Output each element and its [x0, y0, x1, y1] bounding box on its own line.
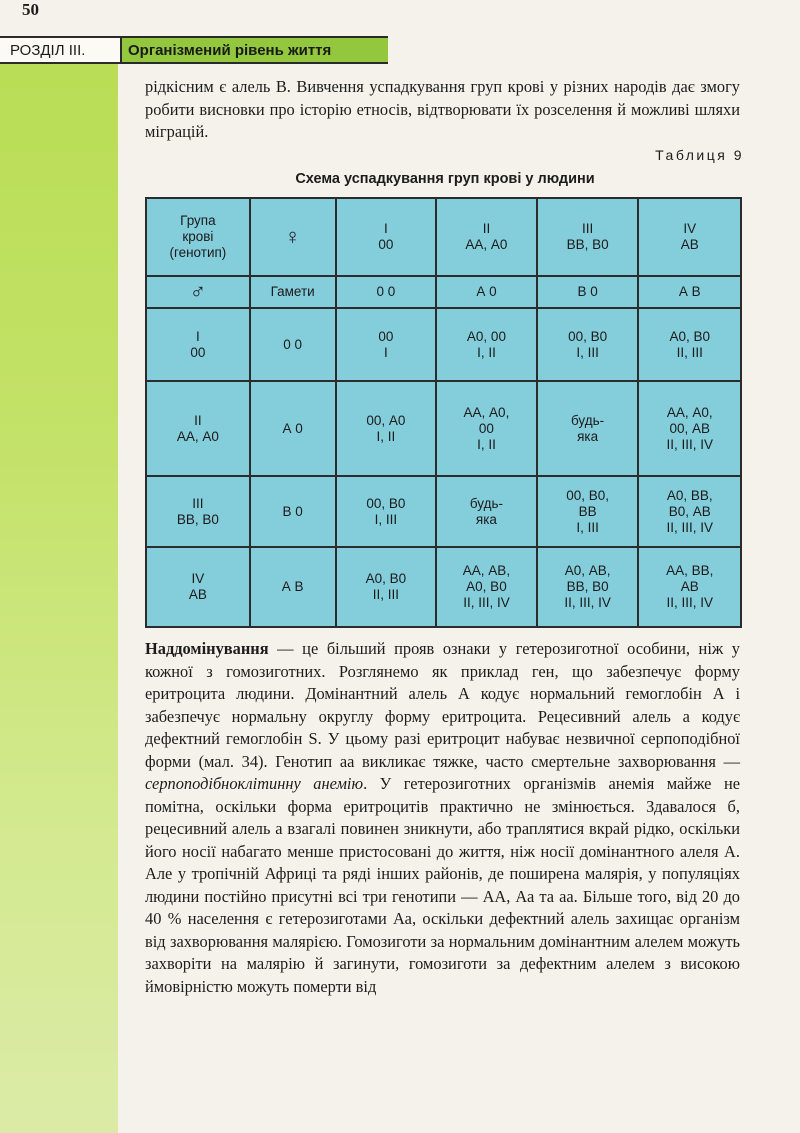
intro-paragraph: рідкісним є алель В. Вивчення успадкування груп крові у різних народів дає змогу робити висновки про історію етносів, відтворювати їх розселення й можливі шляхи міграцій.: [145, 77, 740, 141]
male-gametes-cell: В 0: [250, 476, 336, 547]
female-gametes-cell: А 0: [436, 276, 537, 308]
female-symbol-icon: ♀: [284, 224, 301, 249]
gametes-label-cell: Гамети: [250, 276, 336, 308]
female-group-header: III ВВ, В0: [537, 198, 639, 276]
offspring-cell: 00, А0 I, II: [336, 381, 437, 476]
offspring-cell: АА, А0, 00, АВ II, III, IV: [638, 381, 741, 476]
corner-header-cell: Група крові (генотип): [146, 198, 250, 276]
chapter-title: Організмений рівень життя: [122, 38, 388, 62]
body-text-part1: — це більший прояв ознаки у гетерозиготної особини, ніж у кожної з гомозиготних. Розглянемо як приклад ген, що забезпечує форму еритроцита людини. Домінантний алель А кодує нормальний гемоглобін А і забезпечує нормальну округлу форму еритроцита. Рецесивний алель а кодує дефектний гемоглобін S. У цьому разі еритроцит набуває незвичної серпоподібної форми (мал. 34). Генотип аа викликає тяжке, часто смертельне захворювання —: [145, 639, 740, 771]
female-gametes-cell: В 0: [537, 276, 639, 308]
body-text-part2: . У гетерозиготних організмів анемія майже не помітна, оскільки форма еритроцитів практично не змінюється. Здавалося б, рецесивний алель а взагалі повинен зникнути, або траплятися вкрай рідко, оскільки його носії набагато менше пристосовані до життя, ніж носії домінантного алеля А. Але у тропічній Африці та ряді інших районів, де поширена малярія, у популяціях людини постійно присутні всі три генотипи — АА, Аа та аа. Більше того, від 20 до 40 % населення є гетерозиготами Аа, оскільки дефектний алель захищає організм від захворювання малярією. Гомозиготи за нормальним домінантним алелем можуть захворіти на малярію й загинути, гомозиготи за дефектним алелем з високою ймовірністю можуть померти від: [145, 774, 741, 996]
male-group-cell: IV АВ: [146, 547, 250, 627]
offspring-cell: А0, АВ, ВВ, В0 II, III, IV: [537, 547, 639, 627]
table-title: Схема успадкування груп крові у людини: [295, 171, 595, 187]
table-row: [146, 547, 741, 627]
male-symbol-cell: [146, 276, 250, 308]
male-gametes-cell: А В: [250, 547, 336, 627]
body-paragraph: [145, 638, 740, 998]
offspring-cell: АА, ВВ, АВ II, III, IV: [638, 547, 741, 627]
female-gametes-cell: А В: [638, 276, 741, 308]
table-caption: Таблиця 9: [655, 147, 744, 163]
table-row: [146, 198, 741, 276]
offspring-cell: будь- яка: [436, 476, 537, 547]
offspring-cell: А0, В0 II, III: [336, 547, 437, 627]
offspring-cell: А0, ВВ, В0, АВ II, III, IV: [638, 476, 741, 547]
male-group-cell: I 00: [146, 308, 250, 381]
offspring-cell: 00, В0, ВВ I, III: [537, 476, 639, 547]
offspring-cell: будь- яка: [537, 381, 639, 476]
female-group-header: IV АВ: [638, 198, 741, 276]
section-label: РОЗДІЛ III.: [0, 38, 122, 62]
male-gametes-cell: А 0: [250, 381, 336, 476]
table-row: [146, 381, 741, 476]
offspring-cell: АА, А0, 00 I, II: [436, 381, 537, 476]
female-group-header: I 00: [336, 198, 437, 276]
table-row: [146, 276, 741, 308]
lead-term: Наддомінування: [145, 639, 269, 658]
running-header: [0, 36, 388, 64]
female-group-header: II АА, А0: [436, 198, 537, 276]
offspring-cell: АА, АВ, А0, В0 II, III, IV: [436, 547, 537, 627]
table-row: [146, 308, 741, 381]
decorative-green-margin: [0, 62, 118, 1133]
offspring-cell: 00, В0 I, III: [336, 476, 437, 547]
offspring-cell: 00 I: [336, 308, 437, 381]
blood-group-inheritance-table: [145, 197, 742, 628]
male-group-cell: II АА, А0: [146, 381, 250, 476]
male-symbol-icon: ♂: [189, 279, 207, 304]
male-gametes-cell: 0 0: [250, 308, 336, 381]
page-number: 50: [22, 0, 39, 19]
table-row: [146, 476, 741, 547]
offspring-cell: 00, В0 I, III: [537, 308, 639, 381]
female-gametes-cell: 0 0: [336, 276, 437, 308]
female-symbol-cell: [250, 198, 336, 276]
offspring-cell: А0, В0 II, III: [638, 308, 741, 381]
offspring-cell: А0, 00 I, II: [436, 308, 537, 381]
italic-term: серпоподібноклітинну анемію: [145, 774, 364, 793]
male-group-cell: III ВВ, В0: [146, 476, 250, 547]
